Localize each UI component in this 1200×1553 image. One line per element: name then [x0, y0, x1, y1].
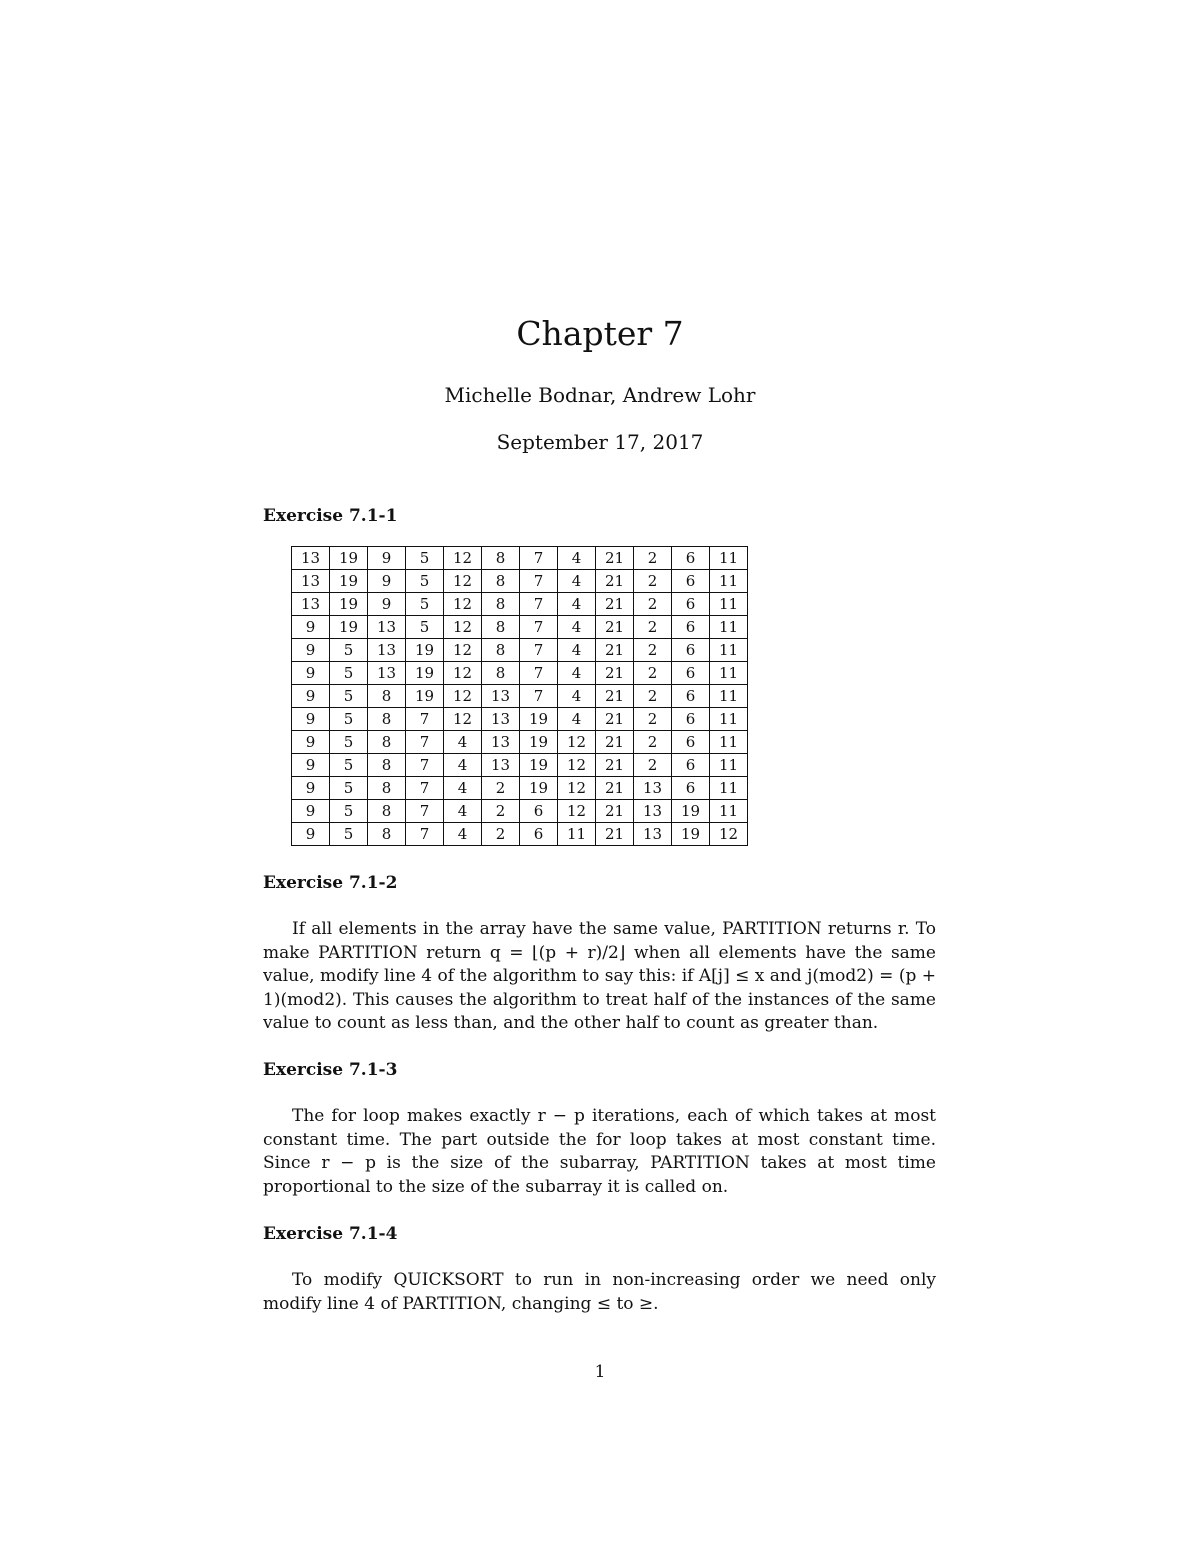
table-cell: 6 — [520, 823, 558, 846]
table-cell: 6 — [672, 731, 710, 754]
table-row — [292, 616, 748, 639]
table-cell: 5 — [330, 685, 368, 708]
table-cell: 19 — [330, 547, 368, 570]
table-cell: 6 — [672, 616, 710, 639]
table-cell: 8 — [368, 800, 406, 823]
table-row — [292, 547, 748, 570]
exercise-answer-text: If all elements in the array have the same value, PARTITION returns r. To make PARTITION return q = ⌊(p + r)/2⌋ when all elements have the same value, modify line 4 of the algorithm to say this: if A[j] ≤ x and j(mod2) = (p + 1)(mod2). This causes the algorithm to treat half of the instances of the same value to count as less than, and the other half to count as greater than. — [263, 919, 936, 1033]
table-cell: 21 — [596, 823, 634, 846]
table-cell: 13 — [368, 616, 406, 639]
table-cell: 11 — [710, 731, 748, 754]
table-cell: 21 — [596, 754, 634, 777]
table-cell: 9 — [292, 616, 330, 639]
table-cell: 12 — [444, 708, 482, 731]
table-cell: 11 — [558, 823, 596, 846]
table-cell: 12 — [444, 593, 482, 616]
table-cell: 11 — [710, 708, 748, 731]
table-cell: 5 — [330, 639, 368, 662]
table-cell: 5 — [330, 800, 368, 823]
table-cell: 9 — [292, 708, 330, 731]
table-cell: 12 — [444, 685, 482, 708]
table-cell: 8 — [368, 823, 406, 846]
table-cell: 4 — [558, 639, 596, 662]
exercise-answer-text: The for loop makes exactly r − p iterations, each of which takes at most constant time. The part outside the for loop takes at most constant time. Since r − p is the size of the subarray, PARTITION takes at most time proportional to the size of the subarray it is called on. — [263, 1106, 936, 1197]
table-cell: 6 — [672, 777, 710, 800]
page-number: 1 — [594, 1362, 606, 1382]
table-cell: 4 — [558, 547, 596, 570]
table-cell: 2 — [634, 593, 672, 616]
table-cell: 5 — [330, 708, 368, 731]
table-cell: 6 — [672, 754, 710, 777]
table-cell: 6 — [672, 593, 710, 616]
table-cell: 21 — [596, 777, 634, 800]
table-cell: 13 — [634, 777, 672, 800]
table-cell: 11 — [710, 662, 748, 685]
table-cell: 2 — [482, 777, 520, 800]
table-cell: 2 — [634, 639, 672, 662]
table-cell: 12 — [444, 662, 482, 685]
table-cell: 9 — [292, 823, 330, 846]
table-cell: 21 — [596, 547, 634, 570]
table-cell: 13 — [368, 639, 406, 662]
table-row — [292, 708, 748, 731]
table-cell: 8 — [482, 662, 520, 685]
table-cell: 21 — [596, 708, 634, 731]
table-cell: 12 — [444, 639, 482, 662]
table-cell: 12 — [558, 731, 596, 754]
table-cell: 6 — [672, 685, 710, 708]
table-cell: 6 — [672, 547, 710, 570]
table-cell: 13 — [292, 570, 330, 593]
table-cell: 12 — [558, 777, 596, 800]
table-cell: 13 — [482, 708, 520, 731]
table-cell: 11 — [710, 616, 748, 639]
table-cell: 5 — [330, 823, 368, 846]
table-cell: 11 — [710, 685, 748, 708]
table-cell: 19 — [520, 777, 558, 800]
table-cell: 2 — [482, 800, 520, 823]
exercise-heading: Exercise 7.1-3 — [263, 1060, 398, 1080]
table-cell: 11 — [710, 547, 748, 570]
table-cell: 7 — [520, 547, 558, 570]
exercise-answer-text: To modify QUICKSORT to run in non-increasing order we need only modify line 4 of PARTITION, changing ≤ to ≥. — [263, 1270, 936, 1314]
table-cell: 11 — [710, 777, 748, 800]
table-cell: 7 — [406, 777, 444, 800]
table-cell: 2 — [634, 685, 672, 708]
exercise-heading: Exercise 7.1-1 — [263, 506, 398, 526]
table-cell: 8 — [368, 708, 406, 731]
table-cell: 7 — [520, 616, 558, 639]
table-cell: 9 — [368, 593, 406, 616]
table-cell: 11 — [710, 570, 748, 593]
table-row — [292, 731, 748, 754]
table-cell: 6 — [672, 662, 710, 685]
table-cell: 19 — [520, 754, 558, 777]
table-cell: 6 — [520, 800, 558, 823]
table-row — [292, 570, 748, 593]
table-cell: 6 — [672, 570, 710, 593]
table-cell: 4 — [444, 754, 482, 777]
table-cell: 9 — [292, 800, 330, 823]
table-cell: 4 — [558, 616, 596, 639]
table-cell: 4 — [444, 777, 482, 800]
table-cell: 8 — [368, 685, 406, 708]
table-row — [292, 685, 748, 708]
table-cell: 2 — [634, 754, 672, 777]
table-row — [292, 823, 748, 846]
table-cell: 2 — [634, 731, 672, 754]
table-cell: 21 — [596, 662, 634, 685]
authors: Michelle Bodnar, Andrew Lohr — [444, 383, 756, 407]
table-cell: 7 — [520, 593, 558, 616]
table-cell: 12 — [444, 547, 482, 570]
table-cell: 19 — [330, 593, 368, 616]
table-cell: 13 — [368, 662, 406, 685]
table-cell: 8 — [368, 777, 406, 800]
table-cell: 21 — [596, 616, 634, 639]
table-cell: 21 — [596, 570, 634, 593]
exercise-answer — [263, 1269, 936, 1316]
table-cell: 9 — [368, 570, 406, 593]
table-cell: 21 — [596, 593, 634, 616]
table-cell: 11 — [710, 639, 748, 662]
table-cell: 21 — [596, 731, 634, 754]
table-cell: 19 — [520, 708, 558, 731]
table-cell: 2 — [634, 547, 672, 570]
table-cell: 13 — [292, 593, 330, 616]
table-cell: 13 — [482, 685, 520, 708]
table-cell: 8 — [482, 593, 520, 616]
table-cell: 21 — [596, 685, 634, 708]
table-row — [292, 593, 748, 616]
table-cell: 5 — [406, 593, 444, 616]
table-cell: 7 — [520, 685, 558, 708]
table-cell: 13 — [634, 800, 672, 823]
table-cell: 2 — [634, 662, 672, 685]
exercise-heading: Exercise 7.1-2 — [263, 873, 398, 893]
table-cell: 7 — [520, 570, 558, 593]
table-cell: 5 — [406, 547, 444, 570]
table-cell: 11 — [710, 754, 748, 777]
table-cell: 12 — [444, 616, 482, 639]
table-cell: 13 — [634, 823, 672, 846]
table-cell: 7 — [520, 662, 558, 685]
table-cell: 5 — [406, 570, 444, 593]
table-cell: 21 — [596, 639, 634, 662]
table-cell: 7 — [520, 639, 558, 662]
table-cell: 19 — [672, 823, 710, 846]
table-row — [292, 754, 748, 777]
table-cell: 9 — [368, 547, 406, 570]
table-cell: 8 — [482, 616, 520, 639]
table-cell: 19 — [672, 800, 710, 823]
table-cell: 8 — [482, 639, 520, 662]
table-cell: 13 — [482, 731, 520, 754]
table-cell: 4 — [558, 593, 596, 616]
table-cell: 13 — [482, 754, 520, 777]
table-cell: 19 — [406, 639, 444, 662]
table-cell: 11 — [710, 593, 748, 616]
exercise-answer — [263, 1105, 936, 1199]
table-cell: 2 — [482, 823, 520, 846]
table-cell: 9 — [292, 662, 330, 685]
table-cell: 12 — [710, 823, 748, 846]
table-row — [292, 777, 748, 800]
table-cell: 9 — [292, 685, 330, 708]
table-row — [292, 800, 748, 823]
exercise-heading: Exercise 7.1-4 — [263, 1224, 398, 1244]
table-cell: 19 — [330, 570, 368, 593]
partition-trace-table — [291, 546, 748, 846]
table-cell: 19 — [406, 685, 444, 708]
table-cell: 6 — [672, 639, 710, 662]
table-cell: 9 — [292, 754, 330, 777]
table-cell: 2 — [634, 708, 672, 731]
table-cell: 11 — [710, 800, 748, 823]
exercise-answer — [263, 918, 936, 1036]
table-cell: 5 — [330, 754, 368, 777]
table-cell: 7 — [406, 708, 444, 731]
table-cell: 12 — [558, 800, 596, 823]
table-cell: 5 — [330, 777, 368, 800]
chapter-title: Chapter 7 — [516, 314, 684, 353]
table-cell: 9 — [292, 777, 330, 800]
table-cell: 5 — [406, 616, 444, 639]
table-cell: 2 — [634, 570, 672, 593]
table-cell: 7 — [406, 823, 444, 846]
table-cell: 6 — [672, 708, 710, 731]
table-cell: 4 — [558, 570, 596, 593]
table-cell: 8 — [368, 754, 406, 777]
table-cell: 4 — [444, 823, 482, 846]
table-cell: 7 — [406, 800, 444, 823]
table-row — [292, 639, 748, 662]
table-cell: 9 — [292, 639, 330, 662]
table-cell: 7 — [406, 754, 444, 777]
table-cell: 8 — [368, 731, 406, 754]
table-cell: 19 — [406, 662, 444, 685]
table-cell: 4 — [558, 662, 596, 685]
table-cell: 8 — [482, 547, 520, 570]
table-cell: 12 — [444, 570, 482, 593]
table-cell: 7 — [406, 731, 444, 754]
table-cell: 4 — [444, 731, 482, 754]
table-cell: 5 — [330, 662, 368, 685]
table-cell: 4 — [558, 708, 596, 731]
table-row — [292, 662, 748, 685]
table-cell: 19 — [330, 616, 368, 639]
table-cell: 5 — [330, 731, 368, 754]
table-cell: 13 — [292, 547, 330, 570]
table-cell: 4 — [558, 685, 596, 708]
table-cell: 12 — [558, 754, 596, 777]
date: September 17, 2017 — [496, 430, 704, 454]
table-cell: 4 — [444, 800, 482, 823]
table-cell: 19 — [520, 731, 558, 754]
table-cell: 2 — [634, 616, 672, 639]
table-cell: 8 — [482, 570, 520, 593]
table-cell: 9 — [292, 731, 330, 754]
table-cell: 21 — [596, 800, 634, 823]
